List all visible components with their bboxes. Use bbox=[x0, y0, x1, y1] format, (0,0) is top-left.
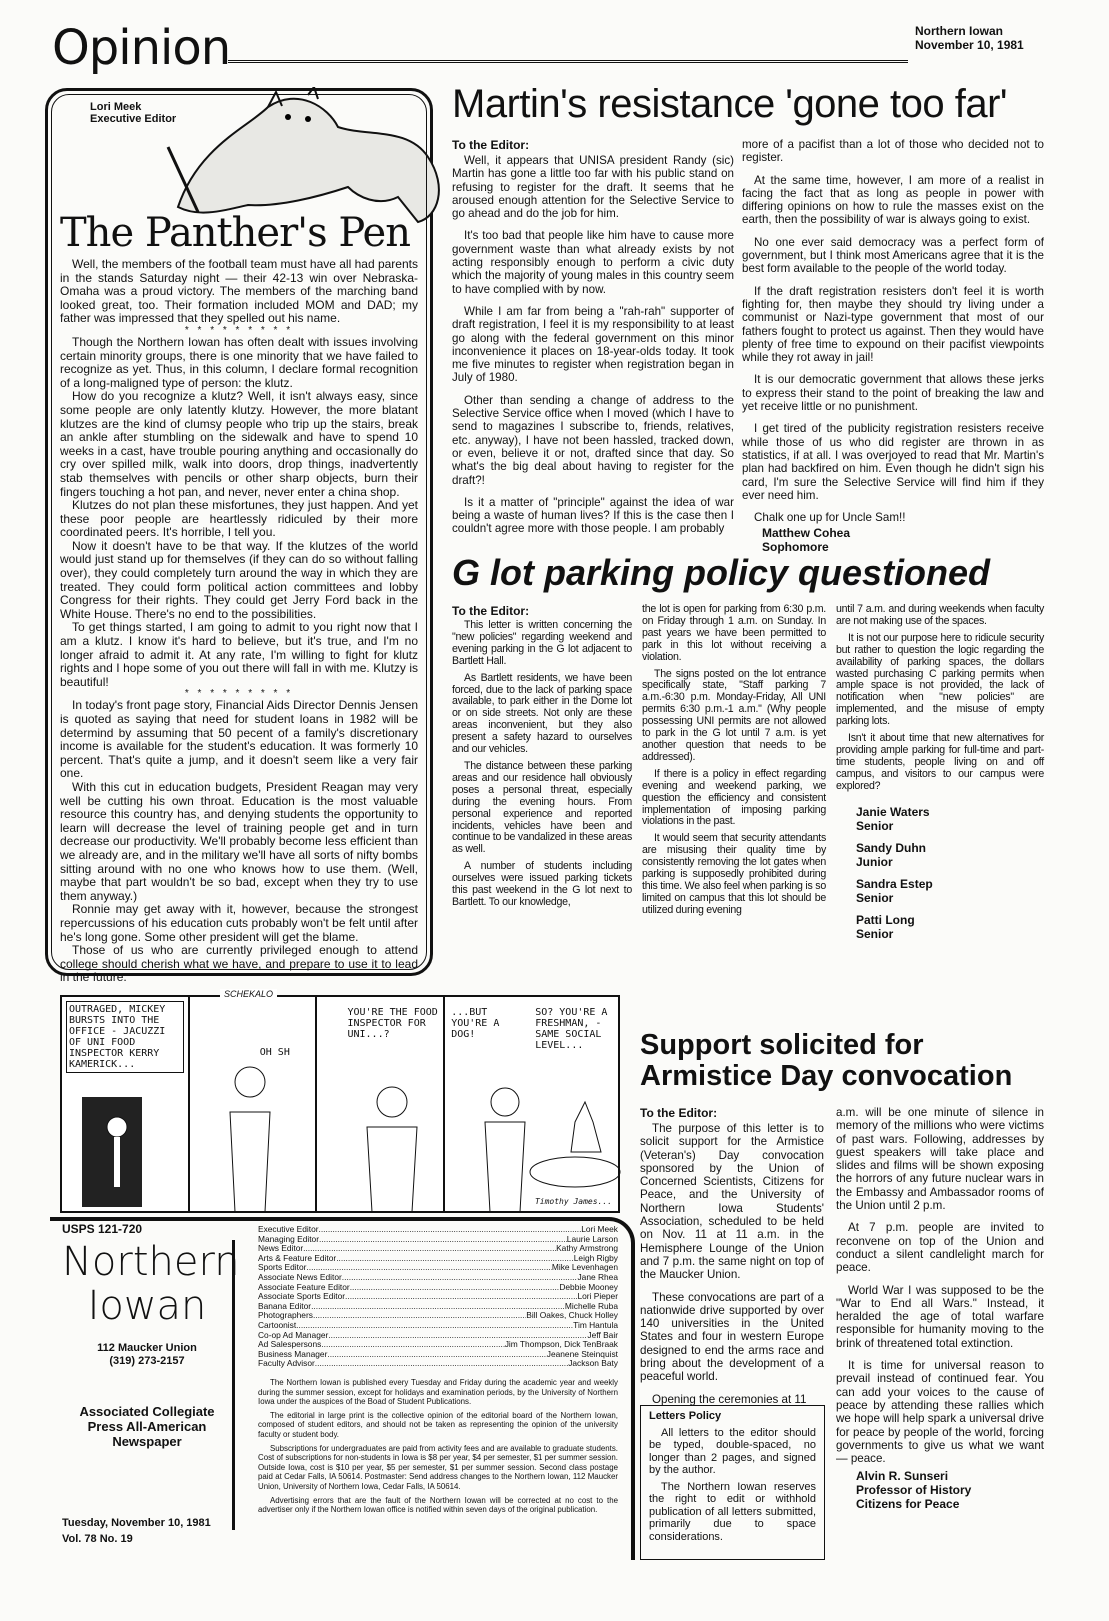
paragraph: a.m. will be one minute of silence in memory of the millions who were victims of past wars. Following, addresses by guest speakers will take place and slides and films will be shown exposing the horrors of any future nuclear wars in the Embassy and Ambassador rooms of the Union until 2 p.m. bbox=[836, 1106, 1044, 1213]
paragraph: the lot is open for parking from 6:30 p.m. on Friday through 1 a.m. on Sunday. In past years we have been permitted to park in this lot without receiving a violation. bbox=[642, 603, 826, 663]
paragraph: more of a pacifist than a lot of those who decided not to register. bbox=[742, 138, 1044, 165]
staff-name: Bill Oakes, Chuck Holley bbox=[526, 1310, 618, 1321]
staff-role: Associate Feature Editor bbox=[258, 1281, 350, 1292]
paragraph: The Northern Iowan is published every Tuesday and Friday during the academic year and weekly during the summer session, except for holidays and examination periods, by the University of Northern Iowa under the auspices of the Boad of Student Publications. bbox=[258, 1378, 618, 1407]
letter-column bbox=[742, 138, 1044, 554]
usps-number: USPS 121-720 bbox=[62, 1222, 143, 1236]
policy-title: Letters Policy bbox=[649, 1410, 722, 1422]
paragraph: The Northern Iowan reserves the right to edit or withhold publication of all letters submitted, primarily due to space considerations. bbox=[649, 1480, 816, 1543]
leader-dots bbox=[313, 1311, 526, 1321]
staff-role: Banana Editor bbox=[258, 1300, 312, 1311]
staff-role: Co-op Ad Manager bbox=[258, 1329, 329, 1340]
paragraph: It is time for universal reason to prevail instead of continued fear. You can add your voices to the cause of peace by attending these rallies which we hope will help spark a universal drive for peace by people of the world, forcing governments to give us what we want — peace. bbox=[836, 1359, 1044, 1466]
leader-dots bbox=[306, 1263, 551, 1273]
paragraph: In today's front page story, Financial Aids Director Dennis Jensen is quoted as saying that need for student loans in 1982 will be determind by assuming that 50 pecent of a family's discretionary income is available for the student's education. It was formerly 10 percent. That's quite a jump, and it doesn't seem like a very fair one. bbox=[60, 698, 418, 781]
paragraph: The editorial in large print is the collective opinion of the editorial board of the Northern Iowan, composed of student editors, and should not be taken as representing the opinion of the university faculty or student body. bbox=[258, 1410, 618, 1439]
paragraph: The distance between these parking areas and our residence hall obviously poses a personal threat, especially during the evening hours. From personal experience and reported incidents, vehicles have been and continue to be vandalized in these areas as well. bbox=[452, 759, 632, 856]
section-title: Opinion bbox=[52, 20, 231, 76]
signer-org: Citizens for Peace bbox=[856, 1497, 960, 1512]
caption: OUTRAGED, MICKEY BURSTS INTO THE OFFICE - JACUZZI OF UNI FOOD INSPECTOR KERRY KAMERICK... bbox=[66, 1001, 184, 1073]
column-title: The Panther's Pen bbox=[60, 210, 410, 256]
speech-bubble: ...BUT YOU'RE A DOG! bbox=[451, 1007, 500, 1040]
leader-dots bbox=[336, 1254, 574, 1264]
panther-illustration-icon bbox=[158, 87, 458, 227]
signer-title: Senior bbox=[856, 926, 894, 941]
author-name: Lori Meek bbox=[90, 101, 142, 113]
staff-role: Sports Editor bbox=[258, 1262, 307, 1273]
paragraph: Well, the members of the football team must have all had parents in the stands Saturday night — their 42-13 win over Nebraska-Omaha was a proud victory. The members of the marching band looked great, too. Their formation included MOM and DAD; my father was impressed that they spelled out his name. bbox=[60, 257, 418, 326]
paragraph: A number of students including ourselves were issued parking tickets this past weekend in the G lot next to Bartlett. To our knowledge, bbox=[452, 860, 632, 908]
author-title: Executive Editor bbox=[90, 113, 177, 125]
paragraph: It would seem that security attendants are misusing their quality time by consistently removing the lot gates when parking is supposedly prohibited during this time. We also feel when parking is so limited on campus that this lot should be utilized during evening bbox=[642, 832, 826, 916]
signer-title: Senior bbox=[856, 890, 894, 905]
staff-name: Kathy Armstrong bbox=[556, 1243, 618, 1254]
staff-role: Arts & Feature Editor bbox=[258, 1252, 337, 1263]
staff-role: News Editor bbox=[258, 1243, 304, 1254]
paragraph: Klutzes do not plan these misfortunes, they just happen. And yet these poor people are heartlessly ridiculed by their more coordinated peers. It's horrible, I tell you. bbox=[60, 498, 418, 540]
signer-name: Janie Waters bbox=[856, 804, 930, 819]
salutation: To the Editor: bbox=[452, 138, 530, 152]
headline: Martin's resistance 'gone too far' bbox=[452, 82, 1008, 126]
paragraph: until 7 a.m. and during weekends when faculty are not making use of the spaces. bbox=[836, 603, 1044, 627]
publication-info bbox=[258, 1378, 618, 1519]
leader-dots bbox=[319, 1225, 582, 1235]
divider bbox=[232, 1240, 235, 1530]
letter-column bbox=[642, 604, 826, 922]
dog-in-tub-icon bbox=[465, 1082, 625, 1212]
headline: Support solicited for Armistice Day convocation bbox=[640, 1029, 1013, 1092]
title-rule bbox=[228, 60, 908, 63]
staff-role: Associate News Editor bbox=[258, 1271, 342, 1282]
paragraph: To get things started, I am going to admit to you right now that I am a klutz. I know it's hard to believe, but it's true, and I'm no longer afraid to admit it. At any rate, I'm willing to fight for klutz rights and I hope some of you out there will fall in with me. Klutzy is beautiful! bbox=[60, 620, 418, 689]
paragraph: World War I was supposed to be the "War to End all Wars." Instead, it heralded the age of total warfare responsible for humanity moving to the brink of threatened total extinction. bbox=[836, 1283, 1044, 1350]
paragraph: Those of us who are currently privileged enough to attend college should cherish what we have, and prepare to use it to lead in the future. bbox=[60, 943, 418, 985]
signer-name: Matthew Cohea bbox=[762, 526, 851, 541]
speech-bubble: SO? YOU'RE A FRESHMAN, - SAME SOCIAL LEVEL... bbox=[535, 1007, 608, 1051]
leader-dots bbox=[315, 1359, 568, 1369]
paragraph: Now it doesn't have to be that way. If the klutzes of the world would just stand up for themselves (if they can do so without falling over), they could completely turn around the way in which they are treated. They could form political action committees and lobby Congress for their rights. They could get Jerry Ford back in the White House. There's no end to the possibilities. bbox=[60, 538, 418, 621]
staff-role: Business Manager bbox=[258, 1348, 328, 1359]
staff-name: Michelle Ruba bbox=[564, 1300, 618, 1311]
acp-award: Associated Collegiate Press All-American Newspaper bbox=[79, 1404, 215, 1449]
headline: G lot parking policy questioned bbox=[452, 552, 991, 593]
letters-policy-box bbox=[640, 1405, 825, 1560]
paragraph: All letters to the editor should be typed, double-spaced, no longer than 2 pages, and signed by the author. bbox=[649, 1426, 816, 1476]
paragraph: It's too bad that people like him have to cause more government waste than what already exists by not acting responsibly enough to perform a civic duty which the majority of young males in this country seem to have complied with by now. bbox=[452, 229, 734, 296]
separator: * * * * * * * * * bbox=[184, 324, 294, 336]
paragraph: Isn't it about time that new alternatives for providing ample parking for full-time and part-time students, people living on and off campus, and visitors to our campus were explored? bbox=[836, 732, 1044, 792]
staff-name: Tim Hantula bbox=[573, 1319, 618, 1330]
comic-panel bbox=[445, 997, 618, 1211]
newspaper-nameplate: Northern Iowan bbox=[62, 1239, 240, 1329]
comic-panel bbox=[317, 997, 445, 1211]
artist-signature: Timothy James... bbox=[534, 1197, 613, 1206]
staff-name: Jackson Baty bbox=[568, 1358, 618, 1369]
leader-dots bbox=[350, 1283, 560, 1293]
comic-panel bbox=[62, 997, 190, 1211]
man-figure-icon bbox=[210, 1052, 290, 1212]
staff-role: Ad Salespersons bbox=[258, 1339, 322, 1350]
staff-name: Mike Levenhagen bbox=[551, 1262, 618, 1273]
paragraph: Opening the ceremonies at 11 bbox=[652, 1392, 807, 1406]
leader-dots bbox=[296, 1321, 573, 1331]
staff-row bbox=[258, 1359, 618, 1369]
staff-name: Leigh Rigby bbox=[573, 1252, 618, 1263]
paragraph: If there is a policy in effect regarding evening and weekend parking, we question the efficiency and consistent implementation of imposing parking violations in the past. bbox=[642, 767, 826, 828]
staff-name: Laurie Larson bbox=[566, 1233, 618, 1244]
leader-dots bbox=[319, 1235, 567, 1245]
staff-name: Jeff Bair bbox=[587, 1329, 618, 1340]
paragraph: It is not our purpose here to ridicule security but rather to question the logic regarding the availability of parking spaces, the dollars wasted purchasing C parking permits when ample space is not provided, the lack of notification when "new policies" are implemented, and the misuse of empty parking lots. bbox=[836, 631, 1044, 728]
paragraph: This letter is written concerning the "new policies" regarding weekend and evening parking in the G lot adjacent to Bartlett Hall. bbox=[452, 619, 632, 667]
paragraph: Subscriptions for undergraduates are paid from activity fees and are available to graduate students. Cost of subscriptions for non-students in Iowa is $8 per year, $4 per semester, $1 per summer session. Outside Iowa, cost is $10 per year, $5 per semester, $1 per summer session. Second class postage paid at Cedar Falls, IA 50614. Postmaster: Send address changes to the Northern Iowan, 112 Maucker Union, University of Northern Iowa, Cedar Falls, IA 50614. bbox=[258, 1443, 618, 1491]
leader-dots bbox=[303, 1244, 556, 1254]
paragraph: Chalk one up for Uncle Sam!! bbox=[754, 511, 906, 525]
paragraph: No one ever said democracy was a perfect form of government, but I think most Americans agree that it is the best form available to the people of the world today. bbox=[742, 235, 1044, 276]
leader-dots bbox=[342, 1273, 578, 1283]
leader-dots bbox=[345, 1292, 577, 1302]
paragraph: These convocations are part of a nationwide drive supported by over 140 universities in the United States and four in western Europe designed to end the arms race and bring about the development of a peaceful world. bbox=[640, 1290, 824, 1384]
staff-role: Faculty Advisor bbox=[258, 1358, 315, 1369]
phone: (319) 273-2157 bbox=[109, 1355, 185, 1367]
signer-name: Patti Long bbox=[856, 912, 915, 927]
paragraph: How do you recognize a klutz? Well, it isn't always easy, since some people are only latently klutzy. However, the more blatant klutzes are the kind of clumsy people who trip up the stairs, break an ankle after stumbling on the sidewalk and have to spend 10 weeks in a cast, have trouble pouring anything and occasionally do cry over spilled milk, walk into doors, drop things, inadvertently stab themselves with pencils or other sharp objects, burn their fingers touching a hot pan, and never, never enter a china shop. bbox=[60, 389, 418, 499]
volume: Vol. 78 No. 19 bbox=[62, 1533, 133, 1545]
cartoon-title: SCHEKALO bbox=[220, 989, 277, 999]
speech-bubble: YOU'RE THE FOOD INSPECTOR FOR UNI...? bbox=[347, 1007, 438, 1040]
letter-column bbox=[452, 604, 632, 914]
paragraph: Well, it appears that UNISA president Randy (sic) Martin has gone a little too far with his public stand on refusing to register for the draft. It seems that he aroused enough attention for the Selective Service to go ahead and do the job for him. bbox=[452, 154, 734, 221]
paragraph: I get tired of the publicity registration resisters receive while those of us who did register are thrown in as statistics, if at all. I was overjoyed to read that Mr. Martin's plan had backfired on him. Even though he didn't sign his card, I'm sure the Selective Service will find him if they ever need him. bbox=[742, 422, 1044, 502]
letter-column bbox=[836, 604, 1044, 941]
leader-dots bbox=[327, 1350, 546, 1360]
signer-name: Alvin R. Sunseri bbox=[856, 1469, 949, 1484]
leader-dots bbox=[321, 1340, 504, 1350]
staff-role: Photographers bbox=[258, 1310, 313, 1321]
comic-strip bbox=[60, 995, 620, 1213]
staff-name: Jane Rhea bbox=[577, 1271, 618, 1282]
panthers-pen-column bbox=[45, 88, 433, 985]
staff-list bbox=[258, 1225, 618, 1369]
salutation: To the Editor: bbox=[452, 604, 530, 618]
paragraph: If the draft registration resisters don't feel it is worth fighting for, then maybe they should try living under a communist or Nazi-type government that most of our fathers fought to protect us against. Then they would have plenty of free time to expound on their pacifist viewpoints while they rot away in jail! bbox=[742, 284, 1044, 365]
signer-title: Junior bbox=[856, 854, 893, 869]
paragraph: As Bartlett residents, we have been forced, due to the lack of parking space available, to park either in the Dome lot or on side streets. Not only are these areas inconvenient, but they also present a safety hazard to ourselves and our vehicles. bbox=[452, 671, 632, 756]
paragraph: While I am far from being a "rah-rah" supporter of draft registration, I feel it is my responsibility to at least go along with the federal government on this minor inconvenience it places on 18-year-olds today. It took me five minutes to register when registration began in July of 1980. bbox=[452, 304, 734, 385]
comic-panel bbox=[190, 997, 318, 1211]
paragraph: The signs posted on the lot entrance specifically state, "Staff parking 7 a.m.-6:30 p.m. Monday-Friday, All UNI permits 6:30 p.m.-1 a.m." (Why people possessing UNI permits are not allowed to park in the G lot until 7 a.m. is yet another question that needs to be addressed). bbox=[642, 667, 826, 763]
staff-name: Debbie Mooney bbox=[559, 1281, 618, 1292]
masthead bbox=[62, 1222, 240, 1547]
staff-role: Managing Editor bbox=[258, 1233, 319, 1244]
speech-bubble: OH SH bbox=[259, 1047, 290, 1058]
paragraph: Ronnie may get away with it, however, because the strongest repercussions of his education cuts probably won't be felt until after he's long gone. Some other president will get the blame. bbox=[60, 902, 418, 944]
staff-name: Lori Meek bbox=[581, 1224, 618, 1234]
separator: * * * * * * * * * bbox=[184, 688, 294, 700]
staff-row bbox=[258, 1311, 618, 1321]
man-figure-icon bbox=[347, 1082, 437, 1212]
issue-date: November 10, 1981 bbox=[915, 38, 1024, 52]
signer-title: Professor of History bbox=[856, 1483, 972, 1498]
letter-column bbox=[640, 1106, 824, 1415]
paper-name: Northern Iowan bbox=[915, 24, 1004, 38]
staff-name: Jeanene Steinquist bbox=[546, 1348, 618, 1359]
paragraph: At 7 p.m. people are invited to reconvene on top of the Union and conduct a silent candlelight march for peace. bbox=[836, 1221, 1044, 1275]
signer-name: Sandy Duhn bbox=[856, 840, 927, 855]
letter-column bbox=[836, 1106, 1044, 1511]
staff-name: Jim Thompson, Dick TenBraak bbox=[504, 1339, 618, 1350]
door-figure-icon bbox=[72, 1087, 192, 1207]
staff-row bbox=[258, 1292, 618, 1302]
paragraph: The purpose of this letter is to solicit support for the Armistice (Veteran's) Day convocation sponsored by the Union of Concerned Scientists, Citizens for Peace, and the University of Northern Iowa Students' Association, scheduled to be held on Nov. 11 at 11 a.m. in the Hemisphere Lounge of the Union and 7 p.m. the same night on top of the Maucker Union. bbox=[640, 1122, 824, 1282]
signer-title: Senior bbox=[856, 818, 894, 833]
paragraph: Is it a matter of "principle" against the idea of war being a waste of human lives? If this is the case then I couldn't agree more with those people. I am probably bbox=[452, 495, 734, 536]
dateline bbox=[915, 24, 1024, 52]
address: 112 Maucker Union bbox=[97, 1342, 197, 1354]
staff-name: Lori Pieper bbox=[577, 1291, 618, 1302]
paragraph: Though the Northern Iowan has often dealt with issues involving certain minority groups, there is one minority that we have failed to recognize as yet. Thus, in this column, I declare formal recognition of a long-maligned type of person: the klutz. bbox=[60, 334, 418, 390]
paragraph: Advertising errors that are the fault of the Northern Iowan will be corrected at no cost to the advertiser only if the Northern Iowan office is notified within seven days of the original publication. bbox=[258, 1495, 618, 1515]
salutation: To the Editor: bbox=[640, 1106, 718, 1120]
paragraph: At the same time, however, I am more of a realist in facing the fact that as long as people in power with differing opinions on how to rule the masses exist on the earth, then the possibility of war is always going to exist. bbox=[742, 173, 1044, 227]
signer-name: Sandra Estep bbox=[856, 876, 933, 891]
letter-column bbox=[452, 138, 734, 545]
paragraph: It is our democratic government that allows these jerks to express their stand to the point of breaking the law and yet receive little or no punishment. bbox=[742, 373, 1044, 414]
paragraph: With this cut in education budgets, President Reagan may very well be cutting his own throat. Education is the most valuable resource this country has, and denying students the opportunity to learn will decrease the level of training people get and in turn decrease our productivity. We'll probably become less efficient than we already are, and in the military we'll have all sorts of nifty bombs sitting around with no one who knows how to use them. (Well, maybe that part wouldn't be so bad, except when they try to use them anyway.) bbox=[60, 779, 418, 903]
issue-date: Tuesday, November 10, 1981 bbox=[62, 1517, 211, 1529]
staff-role: Associate Sports Editor bbox=[258, 1291, 346, 1302]
staff-role: Cartoonist bbox=[258, 1319, 297, 1330]
paragraph: Other than sending a change of address to the Selective Service office when I moved (which I have to send to magazines I subscribe to, friends, relatives, etc. anyway), I have not been hassled, tracked down, or even, believe it or not, drafted since that day. So what's the big deal about having to register for the draft?! bbox=[452, 393, 734, 487]
staff-role: Executive Editor bbox=[258, 1224, 319, 1234]
signer-title: Sophomore bbox=[762, 540, 829, 555]
